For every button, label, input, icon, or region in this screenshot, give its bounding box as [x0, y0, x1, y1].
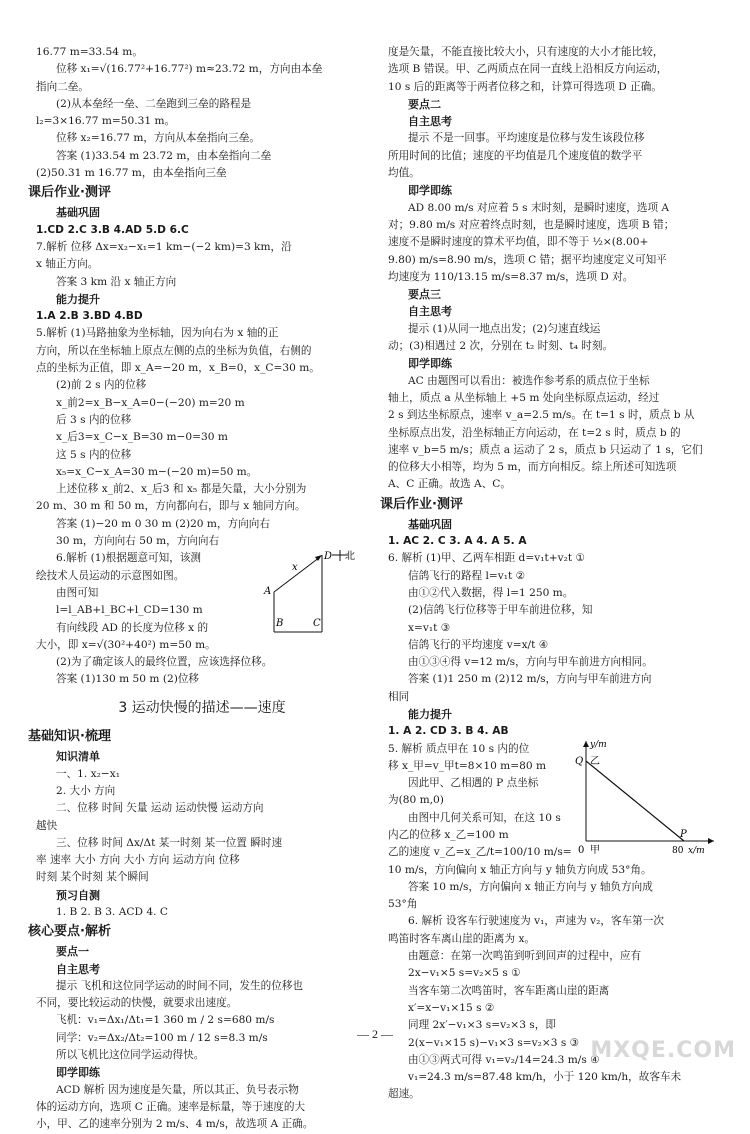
text-line: 自主思考 — [56, 962, 100, 976]
text-line: 三、位移 时间 Δx/Δt 某一时刻 某一位置 瞬时速 — [56, 836, 283, 849]
text-line: 提示 不是一回事。平均速度是位移与发生该段位移 — [408, 132, 645, 145]
text-line: x′=x−v₁×15 s ② — [408, 1001, 495, 1014]
text-line: 6. 解析 (1)甲、乙两车相距 d=v₁t+v₂t ① — [388, 552, 585, 565]
text-line: 2. 大小 方向 — [56, 784, 116, 797]
point-Q-label: Q — [575, 755, 584, 767]
text-line: 对；9.80 m/s 对应着终点时刻，也是瞬时速度，选项 B 错； — [388, 218, 675, 231]
point-P-label: P — [680, 828, 687, 840]
text-line: 自主思考 — [408, 305, 452, 319]
text-line: 均速度为 110/13.15 m/s=8.37 m/s，选项 D 对。 — [388, 270, 634, 283]
text-line: (2)前 2 s 内的位移 — [56, 379, 147, 392]
text-line: 有向线段 AD 的长度为位移 x 的 — [56, 621, 209, 634]
text-line: 为(80 m,0) — [388, 794, 444, 807]
text-line: 基础巩固 — [408, 517, 452, 531]
text-line: 绘技术人员运动的示意图如图。 — [36, 569, 185, 582]
text-line: 同理 2x′−v₁×3 s=v₂×3 s，即 — [408, 1019, 556, 1032]
text-line: 当客车第二次鸣笛时，客车距离山崖的距离 — [408, 984, 610, 997]
text-line: 提示 飞机和这位同学运动的时间不同，发生的位移也 — [56, 979, 304, 992]
text-line: 同学：v₂=Δx₂/Δt₂=100 m / 12 s=8.3 m/s — [56, 1031, 268, 1044]
text-line: l=l_AB+l_BC+l_CD=130 m — [56, 604, 203, 617]
text-line: 答案 (1)−20 m 0 30 m (2)20 m，方向向右 — [56, 517, 270, 530]
text-line: 的位移大小相等，均为 5 m，而方向相反。综上所述可知选项 — [388, 461, 677, 474]
text-line: 信鸽飞行的路程 l=v₁t ② — [408, 569, 526, 582]
text-line: 10 m/s，方向偏向 x 轴正方向与 y 轴负方向成 53°角。 — [388, 863, 652, 876]
text-line: 速率 v_b=5 m/s；质点 a 运动了 2 s，质点 b 只运动了 1 s，它们 — [388, 443, 703, 456]
point-B-label: B — [276, 618, 284, 630]
text-line: (2)50.31 m 16.77 m，由本垒指向三垒 — [36, 167, 227, 180]
text-line: AD 8.00 m/s 对应着 5 s 末时刻，是瞬时速度，选项 A — [408, 201, 670, 214]
text-line: 率 速率 大小 方向 大小 方向 运动方向 位移 — [36, 854, 240, 867]
text-line: 体的运动方向，选项 C 正确。速率是标量，等于速度的大 — [36, 1100, 306, 1113]
text-line: 答案 (1)1 250 m (2)12 m/s，方向与甲车前进方向 — [408, 673, 652, 686]
text-line: x₅=x_C−x_A=30 m−(−20 m)=50 m。 — [56, 465, 258, 478]
text-line: 9.80) m/s=8.90 m/s，选项 C 错；据平均速度定义可知平 — [388, 253, 667, 266]
text-line: 度是矢量，不能直接比较大小，只有速度的大小才能比较， — [388, 46, 664, 58]
text-line: 10 s 后的距离等于两者位移之和，计算可得选项 D 正确。 — [388, 80, 662, 93]
text-line: 上述位移 x_前2、x_后3 和 x₅ 都是矢量，大小分别为 — [56, 483, 307, 496]
left-column — [28, 44, 368, 1134]
text-line: 超速。 — [388, 1088, 420, 1101]
text-line: 均值。 — [388, 167, 420, 180]
text-line: 乙的速度 v_乙=x_乙/t=100/10 m/s= — [388, 846, 572, 859]
text-line: 1. AC 2. C 3. A 4. A 5. A — [388, 535, 527, 548]
text-line: x=v₁t ③ — [408, 621, 451, 634]
text-line: 即学即练 — [408, 184, 452, 198]
text-line: 动；(3)相遇过 2 次，分别在 t₂ 时刻、t₄ 时刻。 — [388, 340, 614, 353]
text-line: 核心要点·解析 — [28, 924, 111, 940]
text-line: 课后作业·测评 — [28, 185, 111, 201]
text-line: 位移 x₂=16.77 m，方向从本垒指向三垒。 — [56, 132, 260, 145]
text-line: l₂=3×16.77 m=50.31 m。 — [36, 115, 176, 128]
xy-graph — [564, 737, 719, 859]
x-label: x — [292, 562, 298, 574]
text-line: ACD 解析 因为速度是矢量，所以其正、负号表示物 — [56, 1083, 299, 1096]
point-D-label: D — [324, 551, 333, 563]
text-line: 时刻 某个时刻 某个瞬间 — [36, 871, 149, 884]
text-line: 小，甲、乙的速率分别为 2 m/s、4 m/s，故选项 A 正确。 — [36, 1118, 314, 1131]
text-line: 16.77 m=33.54 m。 — [36, 46, 143, 58]
x-axis-label: x/m — [688, 845, 705, 856]
jia-label: 甲 — [590, 844, 600, 856]
text-line: 答案 (1)130 m 50 m (2)位移 — [56, 673, 200, 686]
text-line: 6. 解析 设客车行驶速度为 v₁，声速为 v₂，客车第一次 — [408, 915, 664, 928]
text-line: 轴上，质点 a 从坐标轴上 +5 m 处向坐标原点运动，经过 — [388, 391, 660, 404]
text-line: 能力提升 — [408, 707, 452, 721]
text-line: 自主思考 — [408, 115, 452, 129]
text-line: 5. 解析 质点甲在 10 s 内的位 — [388, 742, 530, 755]
text-line: 即学即练 — [56, 1066, 100, 1080]
text-line: 坐标原点出发，沿坐标轴正方向运动，在 t=2 s 时，质点 b 的 — [388, 426, 681, 439]
text-line: 所以飞机比这位同学运动得快。 — [56, 1049, 205, 1062]
text-line: 提示 (1)从同一地点出发；(2)匀速直线运 — [408, 322, 601, 335]
xy-graph-block — [388, 741, 730, 862]
text-line: 越快 — [36, 819, 58, 832]
text-line: AC 由题图可以看出：被选作参考系的质点位于坐标 — [408, 374, 650, 387]
route-diagram-block — [36, 550, 368, 690]
text-line: 由①②代入数据，得 l=1 250 m。 — [408, 586, 574, 599]
text-line: 预习自测 — [56, 888, 100, 902]
text-line: 二、位移 时间 矢量 运动 运动快慢 运动方向 — [56, 802, 264, 815]
text-line: 点的坐标为正值，即 x_A=−20 m，x_B=0，x_C=30 m。 — [36, 362, 320, 375]
text-line: 速度不是瞬时速度的算术平均值，即不等于 ½×(8.00+ — [388, 236, 649, 249]
text-line: x_后3=x_C−x_B=30 m−0=30 m — [56, 431, 228, 444]
text-line: x_前2=x_B−x_A=0−(−20) m=20 m — [56, 396, 245, 409]
text-line: (2)为了确定该人的最终位置，应该选择位移。 — [56, 656, 273, 669]
text-line: 答案 10 m/s，方向偏向 x 轴正方向与 y 轴负方向成 — [408, 880, 653, 893]
text-line: 1. A 2. CD 3. B 4. AB — [388, 725, 509, 738]
text-line: 即学即练 — [408, 357, 452, 371]
text-line: 不同，要比较运动的快慢，就要求出速度。 — [36, 997, 238, 1010]
text-line: 能力提升 — [56, 292, 100, 306]
text-line: 30 m，方向向右 50 m，方向向右 — [56, 535, 220, 548]
right-text-block-2 — [388, 862, 730, 1104]
text-line: 大小，即 x=√(30²+40²) m=50 m。 — [36, 638, 216, 651]
text-line: 答案 3 km 沿 x 轴正方向 — [56, 275, 177, 288]
text-line: 1.A 2.B 3.BD 4.BD — [36, 310, 143, 323]
route-diagram — [252, 550, 362, 642]
point-C-label: C — [313, 618, 321, 630]
text-line: 课后作业·测评 — [380, 496, 463, 512]
text-line: 相同 — [388, 690, 410, 703]
text-line: 要点二 — [408, 97, 441, 111]
left-text-block-2 — [28, 726, 368, 1133]
text-line: 基础巩固 — [56, 206, 100, 220]
origin-label: 0 — [578, 844, 585, 856]
text-line: 信鸽飞行的平均速度 v=x/t ④ — [408, 638, 549, 651]
text-line: 2 s 到达坐标原点，速率 v_a=2.5 m/s。在 t=1 s 时，质点 b 从 — [388, 409, 695, 422]
text-line: 5.解析 (1)马路抽象为坐标轴，因为向右为 x 轴的正 — [36, 327, 279, 340]
text-line: 7.解析 位移 Δx=x₂−x₁=1 km−(−2 km)=3 km，沿 — [36, 240, 292, 253]
page-number: — 2 — — [357, 1027, 393, 1041]
text-line: 知识清单 — [56, 750, 100, 764]
point-A-label: A — [264, 586, 272, 598]
text-line: 2x−v₁×5 s=v₂×5 s ① — [408, 967, 521, 980]
text-line: 方向，所以在坐标轴上原点左侧的点的坐标为负值，右侧的 — [36, 344, 312, 357]
text-line: 鸣笛时客车离山崖的距离为 x。 — [388, 932, 536, 945]
text-line: 后 3 s 内的位移 — [56, 413, 132, 426]
text-line: 要点三 — [408, 288, 441, 302]
text-line: 一、1. x₂−x₁ — [56, 767, 120, 780]
text-line: 选项 B 错误。甲、乙两质点在同一直线上沿相反方向运动， — [388, 63, 668, 76]
text-line: 所用时间的比值；速度的平均值是几个速度值的数学平 — [388, 149, 643, 162]
text-line: 内乙的位移 x_乙=100 m — [388, 829, 509, 842]
text-line: 要点一 — [56, 945, 89, 959]
right-text-block-1 — [380, 44, 730, 741]
x-tick-80: 80 — [672, 845, 684, 856]
text-line: (2)从本垒经一垒、二垒跑到三垒的路程是 — [56, 97, 252, 110]
text-line: v₁=24.3 m/s=87.48 km/h，小于 120 km/h，故客车未 — [408, 1071, 682, 1084]
left-text-block-1 — [28, 44, 368, 550]
text-line: 移 x_甲=v_甲t=8×10 m=80 m — [388, 759, 546, 772]
text-line: x 轴正方向。 — [36, 258, 99, 271]
text-line: A、C 正确。故选 A、C。 — [388, 478, 511, 491]
text-line: 飞机：v₁=Δx₁/Δt₁=1 360 m / 2 s=680 m/s — [56, 1014, 275, 1027]
text-line: 因此甲、乙相遇的 P 点坐标 — [408, 777, 539, 790]
text-line: 由①③两式可得 v₁=v₂/14=24.3 m/s ④ — [408, 1053, 600, 1066]
right-column — [380, 44, 730, 1104]
text-line: 位移 x₁=√(16.77²+16.77²) m≈23.72 m，方向由本垒 — [56, 63, 323, 76]
text-line: 由题意：在第一次鸣笛到听到回声的过程中，应有 — [408, 950, 642, 963]
text-line: 6.解析 (1)根据题意可知，该测 — [56, 552, 202, 565]
text-line: 1.CD 2.C 3.B 4.AD 5.D 6.C — [36, 223, 189, 236]
text-line: 答案 (1)33.54 m 23.72 m，由本垒指向二垒 — [56, 149, 272, 162]
text-line: 2(x−v₁×15 s)−v₁×3 s=v₂×3 s ③ — [408, 1036, 580, 1049]
north-label: 北 — [345, 551, 355, 563]
text-line: 20 m、30 m 和 50 m，方向都向右，即与 x 轴同方向。 — [36, 500, 306, 513]
text-line: 1. B 2. B 3. ACD 4. C — [56, 905, 168, 918]
chapter-title: 3 运动快慢的描述——速度 — [118, 700, 286, 717]
text-line: 53°角 — [388, 898, 418, 911]
text-line: 指向二垒。 — [36, 80, 89, 93]
text-line: 由图中几何关系可知，在这 10 s — [408, 811, 561, 824]
text-line: 基础知识·梳理 — [28, 729, 111, 745]
text-line: 由①③④得 v=12 m/s，方向与甲车前进方向相同。 — [408, 656, 653, 669]
text-line: 这 5 s 内的位移 — [56, 448, 132, 461]
y-axis-label: y/m — [590, 739, 607, 750]
text-line: (2)信鸽飞行位移等于甲车前进位移，知 — [408, 604, 593, 617]
watermark-logo: MXQE.COM — [590, 1038, 736, 1063]
text-line: 由图可知 — [56, 586, 99, 599]
yi-label: 乙 — [590, 755, 600, 767]
